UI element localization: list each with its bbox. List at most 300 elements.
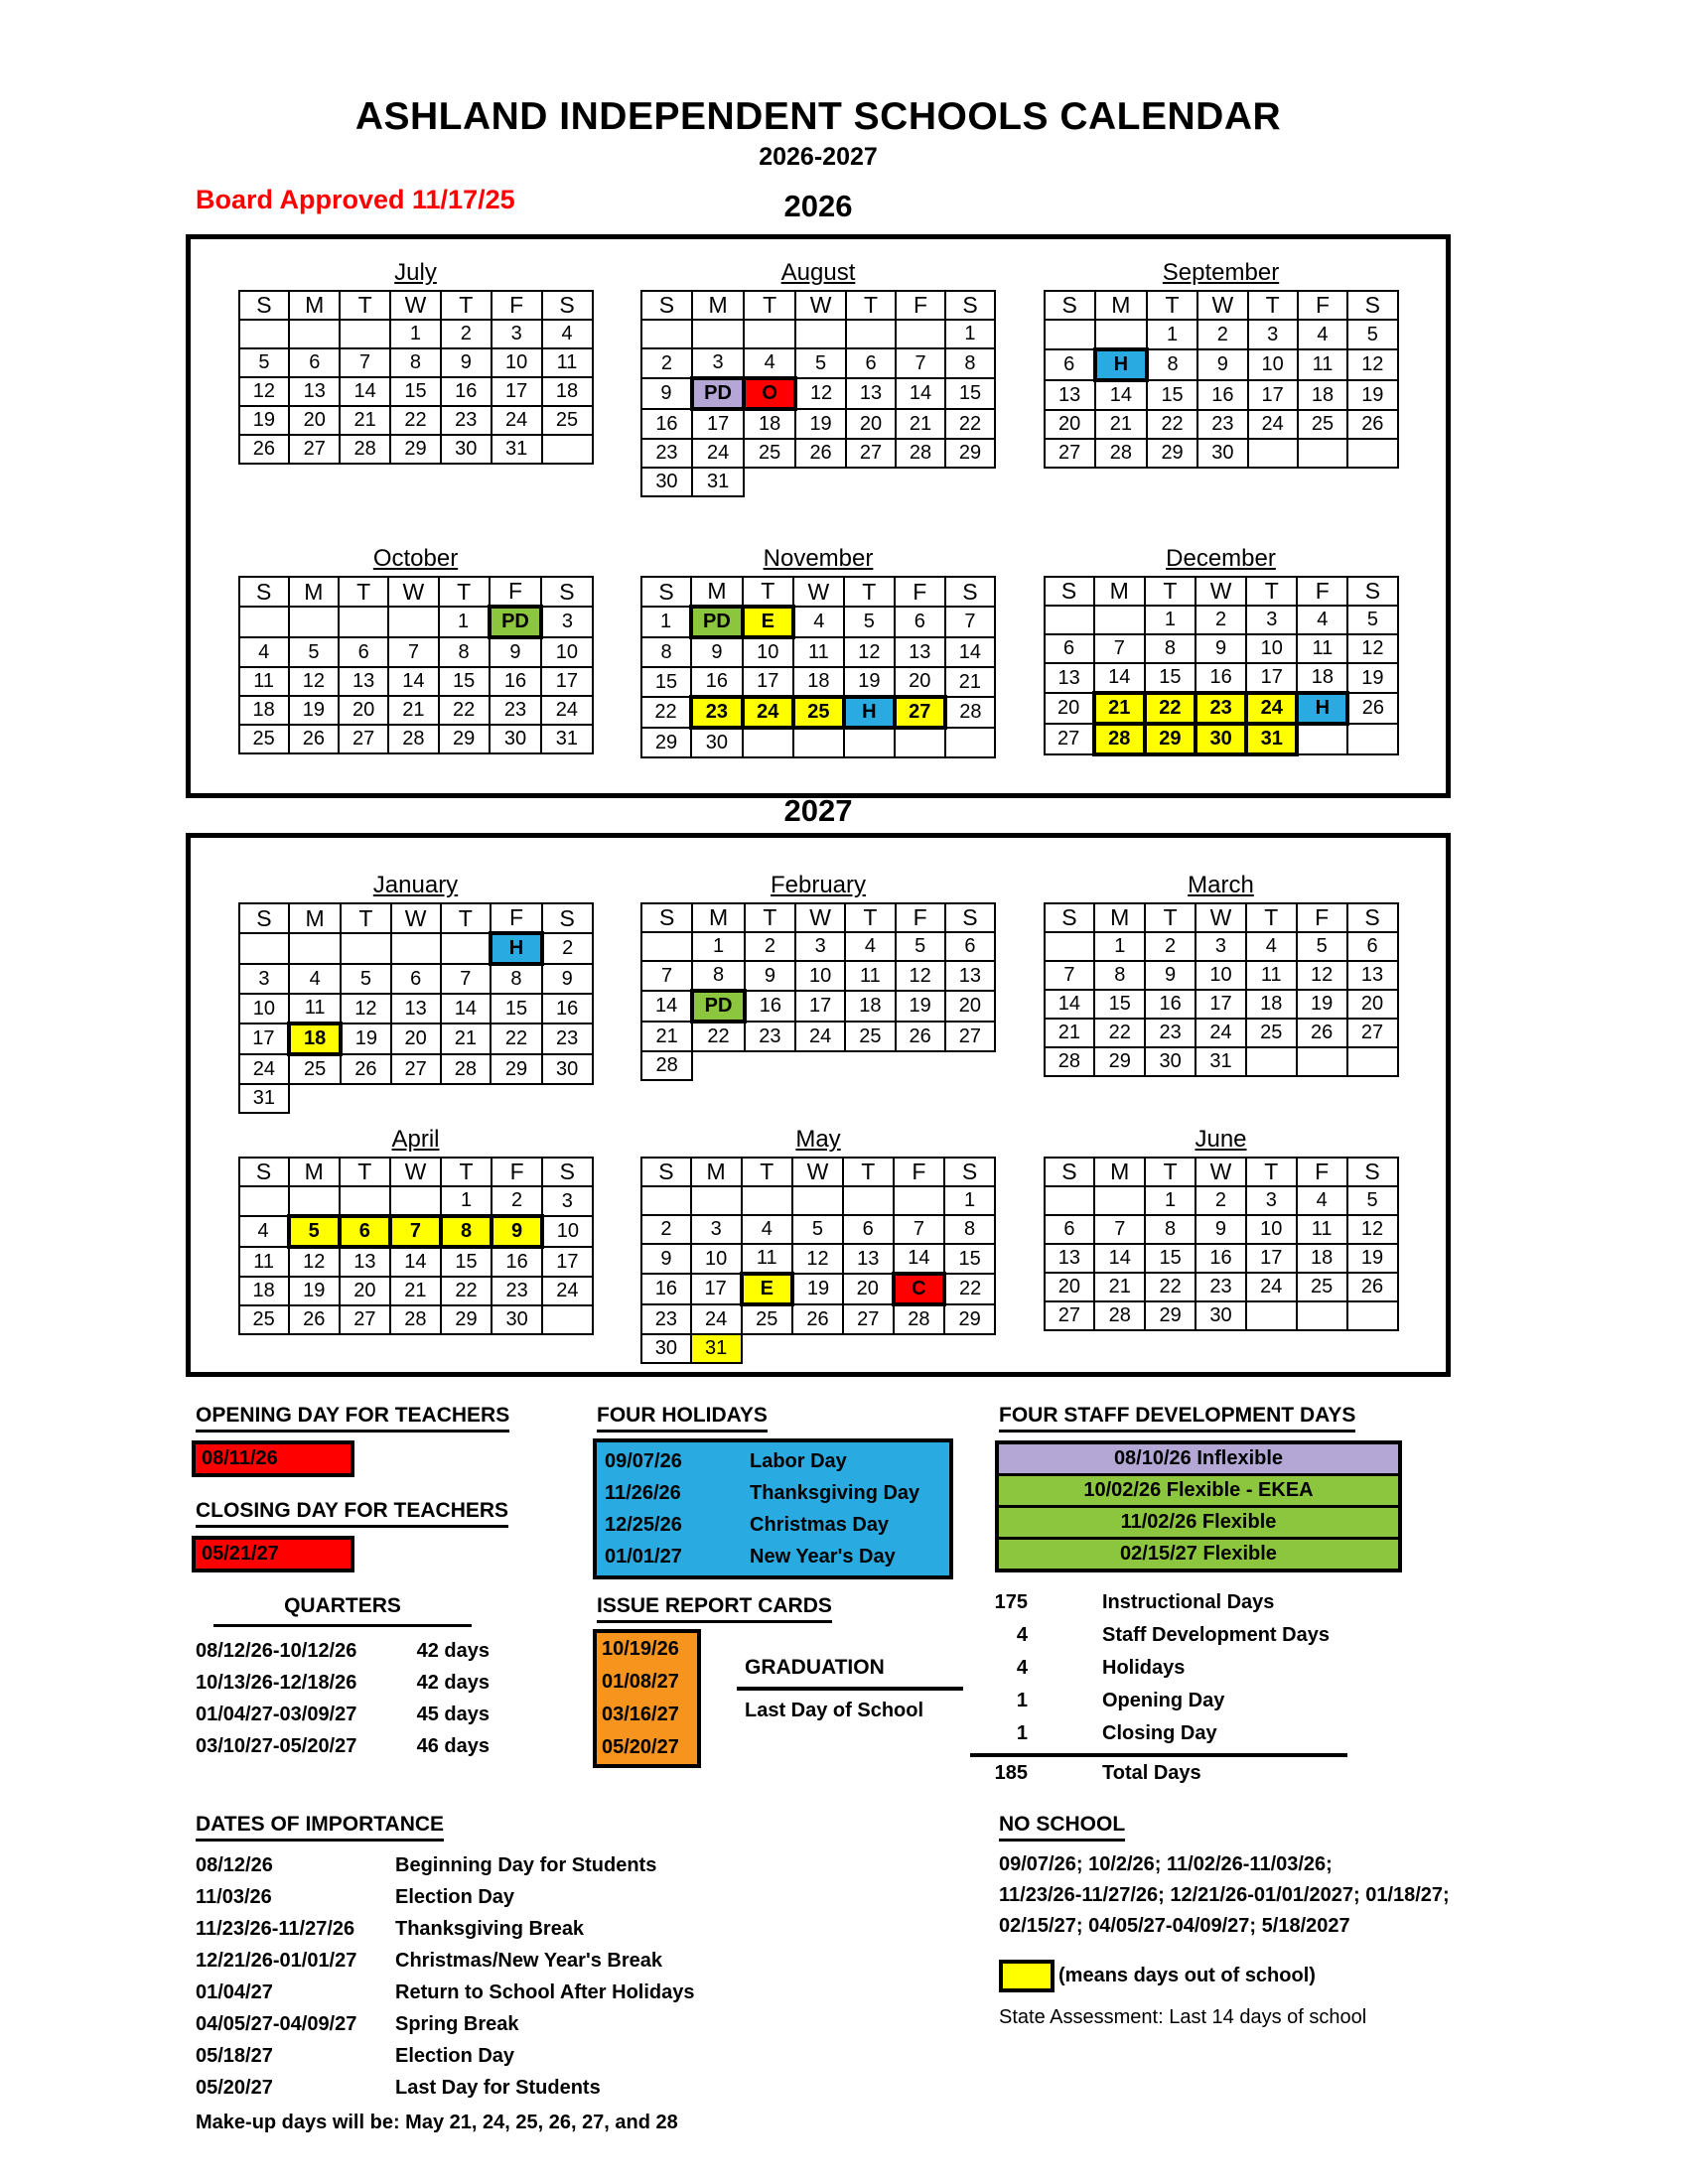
day-cell: 13 [289,377,340,406]
day-cell: 16 [691,667,743,697]
weekday-header: F [492,1158,542,1186]
day-cell: 15 [1094,990,1145,1019]
weekday-header: M [691,577,743,607]
weekday-header-row [239,291,593,320]
day-count-label: Instructional Days [1102,1591,1275,1613]
day-cell: 22 [441,1277,492,1305]
day-cell: 26 [239,435,290,464]
day-cell: 23 [490,696,542,725]
day-cell: 11 [542,348,593,377]
importance-date: 08/12/26 [196,1854,273,1876]
weekday-header-row [239,1158,593,1186]
day-cell: 20 [1045,693,1094,724]
day-cell: 3 [1246,606,1297,634]
weekday-header: F [1297,1158,1347,1186]
day-cell: 1 [439,607,490,637]
weekday-header: T [439,577,490,607]
year-2026-heading: 2026 [783,189,853,223]
empty-day-cell [289,607,339,637]
week-row [239,1054,593,1084]
week-row [239,696,593,725]
blank-cell [744,468,795,496]
week-row [641,637,995,667]
four-holidays-section [597,1404,953,1579]
day-cell: 5 [239,348,290,377]
quarter-range: 10/13/26-12/18/26 [196,1672,357,1694]
day-cell: 31 [541,725,592,753]
month-march [1044,872,1399,1114]
day-count-number: 4 [1016,1624,1028,1646]
day-cell: 4 [1297,1186,1347,1215]
empty-day-cell [542,435,593,464]
week-row [1045,439,1398,468]
special-day-cell: 23 [1196,693,1246,724]
special-day-cell: 25 [793,697,844,728]
weekday-header: T [844,577,895,607]
day-cell: 26 [1347,1273,1398,1301]
empty-day-cell [1248,439,1298,468]
special-day-cell: 31 [691,1334,742,1363]
day-cell: 22 [692,1022,745,1051]
month-row-jul-aug-sep [191,259,1446,497]
day-cell: 6 [391,964,441,994]
day-cell: 12 [341,994,391,1024]
holiday-row [605,1477,949,1509]
weekday-header: F [895,577,945,607]
week-row [641,697,995,728]
day-cell: 1 [390,320,441,348]
day-cell: 2 [641,348,692,378]
empty-day-cell [744,320,795,348]
empty-day-cell [1297,724,1347,754]
day-cell: 9 [641,378,692,409]
day-cell: 28 [641,1051,692,1080]
day-cell: 8 [1147,349,1197,380]
staff-development-section [999,1404,1402,1572]
day-cell: 18 [793,667,844,697]
blank-cell [391,1084,441,1113]
day-cell: 20 [1045,410,1095,439]
day-cell: 16 [542,994,593,1024]
day-cell: 25 [542,406,593,435]
day-cell: 26 [896,1022,945,1051]
weekday-header: M [692,291,744,320]
day-cell: 14 [641,991,692,1022]
holiday-label: Christmas Day [750,1514,890,1536]
holiday-date: 09/07/26 [605,1450,682,1472]
special-day-cell: 5 [289,1216,340,1247]
holiday-date: 11/26/26 [605,1482,681,1504]
empty-day-cell [844,728,895,757]
day-cell: 6 [1045,349,1095,380]
importance-label: Christmas/New Year's Break [395,1950,662,1972]
day-cell: 16 [492,1247,542,1277]
report-cards-heading: ISSUE REPORT CARDS [597,1594,832,1623]
weekday-header: T [340,291,390,320]
month-grid-january [238,902,594,1114]
day-cell: 19 [1347,380,1397,410]
week-row [1045,1301,1398,1330]
month-title: September [1162,259,1280,286]
week-row [239,435,593,464]
day-cell: 30 [1196,1301,1246,1330]
day-cell: 4 [1298,320,1347,349]
day-cell: 6 [1045,1215,1095,1244]
day-cell: 25 [742,1304,793,1334]
empty-day-cell [895,728,945,757]
month-november [640,545,996,758]
day-cell: 29 [441,1305,492,1334]
month-june [1044,1126,1399,1364]
day-cell: 12 [239,377,290,406]
empty-day-cell [1045,932,1095,961]
weekday-header: T [441,903,492,933]
weekday-header: W [795,903,845,932]
day-cell: 10 [795,961,845,991]
day-cell: 26 [289,1305,340,1334]
week-row [641,468,995,496]
special-day-cell: H [491,933,542,964]
day-cell: 17 [743,667,793,697]
day-cell: 20 [1045,1273,1095,1301]
month-august [640,259,996,497]
day-cell: 7 [1094,634,1145,663]
day-cell: 13 [339,667,388,696]
week-row [239,637,593,667]
day-cell: 14 [340,377,390,406]
day-cell: 8 [641,637,691,667]
week-row [1045,724,1398,754]
weekday-header: S [945,291,995,320]
no-school-section [999,1813,1476,2029]
day-cell: 10 [542,1216,592,1247]
month-grid-august [640,290,996,497]
day-cell: 25 [845,1022,895,1051]
week-row [1045,1215,1398,1244]
day-cell: 19 [896,991,945,1022]
weekday-header: W [1196,1158,1246,1186]
day-cell: 17 [795,991,845,1022]
day-cell: 16 [641,409,692,439]
day-cell: 31 [492,435,542,464]
day-cell: 1 [441,1186,492,1216]
day-cell: 30 [490,725,542,753]
day-cell: 14 [1094,1244,1145,1273]
empty-day-cell [289,320,340,348]
day-cell: 15 [491,994,542,1024]
day-cell: 13 [340,1247,390,1277]
week-row [641,439,995,468]
day-cell: 13 [895,637,945,667]
day-cell: 29 [1145,1301,1196,1330]
day-cell: 23 [1197,410,1247,439]
opening-day-section [196,1404,509,1477]
importance-label: Thanksgiving Break [395,1918,585,1940]
day-cell: 28 [390,1305,441,1334]
importance-date: 12/21/26-01/01/27 [196,1950,357,1972]
week-row [641,932,995,961]
day-cell: 8 [1145,634,1196,663]
special-day-cell: 18 [289,1024,341,1054]
month-title: June [1195,1126,1247,1153]
blank-cell [542,1084,593,1113]
blank-cell [843,1334,894,1363]
day-cell: 30 [492,1305,542,1334]
blank-cell [896,1051,945,1080]
special-day-cell: 9 [492,1216,542,1247]
day-cell: 4 [845,932,895,961]
week-row [239,1024,593,1054]
day-cell: 4 [239,637,289,667]
month-grid-november [640,576,996,758]
day-cell: 12 [1297,961,1347,990]
yellow-swatch [999,1960,1055,1992]
empty-day-cell [795,320,846,348]
weekday-header-row [641,903,995,932]
day-cell: 20 [340,1277,390,1305]
empty-day-cell [692,320,744,348]
month-february [640,872,996,1114]
weekday-header: T [340,1158,390,1186]
day-cell: 26 [792,1304,843,1334]
week-row [641,1244,995,1274]
empty-day-cell [742,1186,793,1215]
dates-of-importance-heading: DATES OF IMPORTANCE [196,1813,444,1842]
month-may [640,1126,996,1364]
day-cell: 1 [692,932,745,961]
week-row [641,728,995,757]
day-cell: 7 [896,348,945,378]
empty-day-cell [896,320,945,348]
day-cell: 8 [491,964,542,994]
weekday-header: T [743,577,793,607]
day-cell: 18 [1297,1244,1347,1273]
day-cell: 7 [1094,1215,1145,1244]
empty-day-cell [239,933,290,964]
day-cell: 22 [944,1274,995,1304]
week-row [641,409,995,439]
empty-day-cell [1246,1047,1297,1076]
month-april [238,1126,594,1364]
weekday-header: S [1347,291,1397,320]
week-row [641,378,995,409]
special-day-cell: E [742,1274,793,1304]
day-cell: 30 [1145,1047,1196,1076]
weekday-header-row [1045,577,1398,606]
day-cell: 6 [846,348,896,378]
day-cell: 20 [846,409,896,439]
empty-day-cell [542,1305,592,1334]
month-grid-march [1044,902,1399,1077]
month-title: December [1166,545,1276,572]
report-card-date: 01/08/27 [602,1671,679,1693]
importance-row [196,1945,871,1977]
empty-day-cell [390,1186,441,1216]
day-cell: 12 [844,637,895,667]
week-row [1045,932,1398,961]
day-cell: 10 [1196,961,1246,990]
day-cell: 4 [542,320,593,348]
weekday-header: S [542,903,593,933]
blank-cell [846,468,896,496]
week-row [1045,380,1398,410]
day-cell: 15 [1147,380,1197,410]
day-cell: 12 [1347,349,1397,380]
day-cell: 21 [388,696,438,725]
closing-day-heading: CLOSING DAY FOR TEACHERS [196,1499,508,1528]
weekday-header-row [1045,903,1398,932]
board-approved-note: Board Approved 11/17/25 [196,185,515,214]
importance-row [196,2008,871,2040]
week-row [1045,693,1398,724]
weekday-header-row [641,291,995,320]
day-cell: 26 [341,1054,391,1084]
day-cell: 9 [641,1244,691,1274]
day-cell: 16 [1197,380,1247,410]
quarter-range: 03/10/27-05/20/27 [196,1735,357,1757]
week-row [1045,634,1398,663]
empty-day-cell [239,1186,289,1216]
day-cell: 20 [945,991,995,1022]
importance-label: Spring Break [395,2013,519,2035]
day-cell: 22 [491,1024,542,1054]
day-cell: 4 [744,348,795,378]
weekday-header: T [1147,291,1197,320]
weekday-header: S [542,291,593,320]
month-grid-april [238,1157,594,1335]
month-grid-may [640,1157,996,1364]
day-cell: 18 [845,991,895,1022]
empty-day-cell [289,933,341,964]
day-cell: 27 [1045,439,1095,468]
importance-label: Election Day [395,1886,515,1908]
day-cell: 22 [439,696,490,725]
day-cell: 9 [1197,349,1247,380]
day-cell: 23 [542,1024,593,1054]
week-row [239,667,593,696]
day-cell: 19 [289,696,339,725]
special-day-cell: PD [692,378,744,409]
day-count-row [970,1619,1347,1652]
week-row [239,607,593,637]
day-cell: 28 [340,435,390,464]
day-cell: 24 [1196,1019,1246,1047]
day-cell: 11 [845,961,895,991]
blank-cell [692,1051,745,1080]
empty-day-cell [1298,439,1347,468]
day-cell: 11 [239,1247,289,1277]
day-cell: 26 [795,439,846,468]
day-cell: 22 [945,409,995,439]
day-cell: 25 [239,1305,289,1334]
day-cell: 6 [945,932,995,961]
weekday-header: T [846,291,896,320]
day-cell: 11 [793,637,844,667]
day-cell: 11 [1246,961,1297,990]
week-row [1045,410,1398,439]
day-cell: 27 [339,725,388,753]
day-cell: 6 [843,1215,894,1244]
day-cell: 22 [641,697,691,728]
day-cell: 11 [239,667,289,696]
blank-cell [341,1084,391,1113]
day-cell: 19 [239,406,290,435]
day-cell: 20 [289,406,340,435]
week-row [1045,1273,1398,1301]
day-cell: 27 [843,1304,894,1334]
blank-cell [742,1334,793,1363]
day-cell: 24 [1248,410,1298,439]
week-row [1045,1186,1398,1215]
day-cell: 20 [339,696,388,725]
day-cell: 10 [492,348,542,377]
day-cell: 11 [1298,349,1347,380]
empty-day-cell [1347,1047,1398,1076]
importance-label: Election Day [395,2045,515,2067]
weekday-header: W [795,291,846,320]
day-cell: 10 [239,994,290,1024]
day-cell: 29 [944,1304,995,1334]
weekday-header: T [744,291,795,320]
weekday-header: S [239,1158,289,1186]
importance-label: Beginning Day for Students [395,1854,657,1876]
day-cell: 15 [390,377,441,406]
day-cell: 16 [641,1274,691,1304]
day-cell: 28 [1095,439,1147,468]
holiday-date: 12/25/26 [605,1514,682,1536]
week-row [641,1022,995,1051]
day-cell: 13 [1347,961,1398,990]
day-cell: 29 [390,435,441,464]
empty-day-cell [1347,724,1397,754]
weekday-header: S [945,577,995,607]
special-day-cell: 30 [1196,724,1246,754]
empty-day-cell [239,607,289,637]
day-cell: 7 [641,961,692,991]
empty-day-cell [1045,606,1094,634]
week-row [239,348,593,377]
quarter-days: 42 days [416,1640,490,1662]
weekday-header: W [391,903,441,933]
weekday-header: F [1297,577,1347,606]
importance-label: Return to School After Holidays [395,1981,695,2003]
day-cell: 19 [341,1024,391,1054]
empty-day-cell [894,1186,945,1215]
day-cell: 24 [542,1277,592,1305]
week-row [1045,1047,1398,1076]
day-cell: 19 [792,1274,843,1304]
special-day-cell: 23 [691,697,743,728]
week-row [1045,990,1398,1019]
day-cell: 14 [1094,663,1145,693]
blank-cell [945,468,995,496]
day-cell: 8 [1145,1215,1196,1244]
day-count-number: 175 [994,1591,1028,1613]
day-cell: 21 [1045,1019,1095,1047]
staff-development-row: 08/10/26 Inflexible [999,1444,1398,1476]
weekday-header: W [390,291,441,320]
week-row [239,1186,593,1216]
day-cell: 21 [340,406,390,435]
calendar-box-2027 [186,833,1451,1377]
day-cell: 5 [1347,606,1397,634]
day-cell: 13 [391,994,441,1024]
day-cell: 10 [1246,1215,1297,1244]
weekday-header: F [1298,291,1347,320]
month-grid-february [640,902,996,1081]
report-card-date: 10/19/26 [602,1638,679,1660]
day-cell: 4 [289,964,341,994]
